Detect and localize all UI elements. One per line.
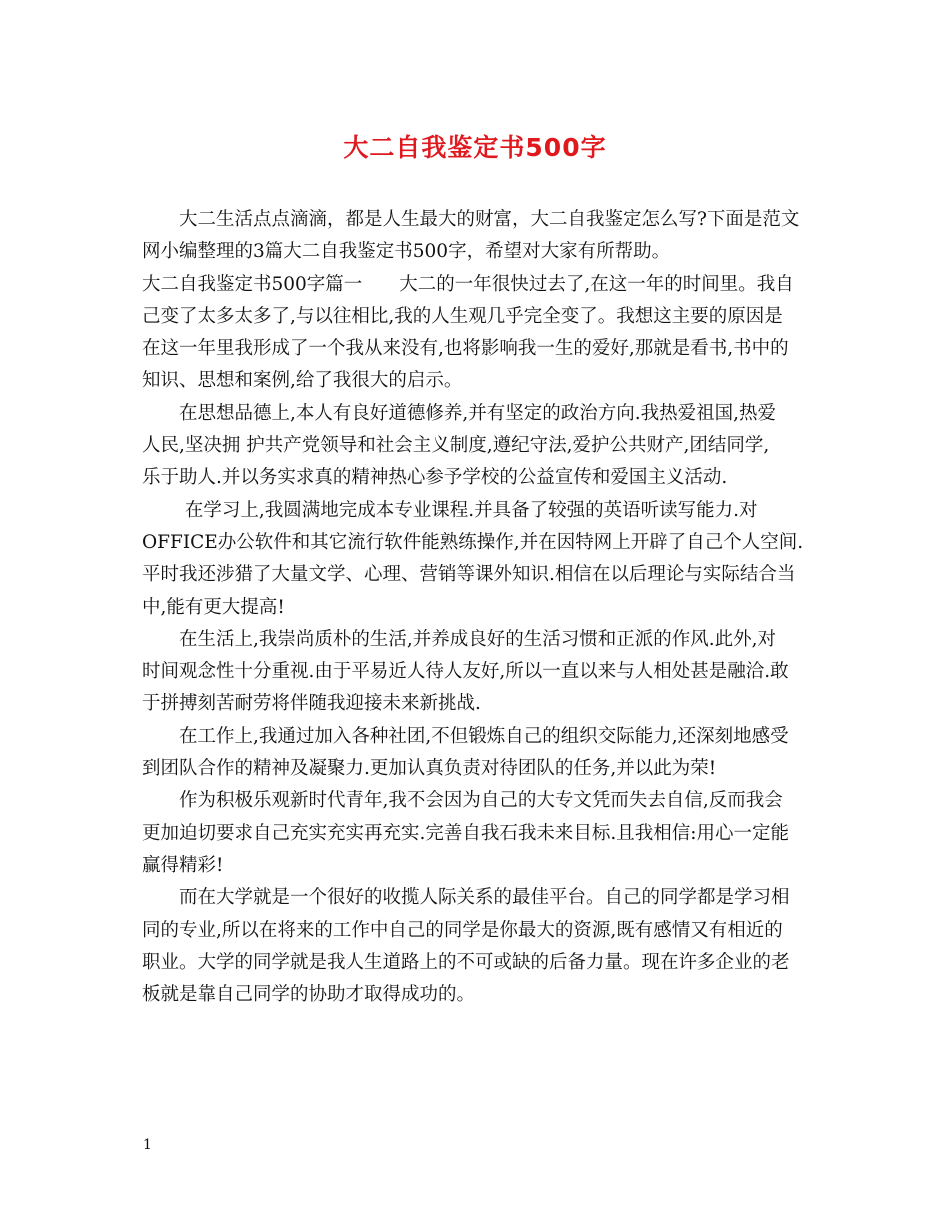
text-line xyxy=(142,721,812,753)
text-line xyxy=(142,979,812,1011)
text-line-content: 赢得精彩! xyxy=(142,854,224,876)
text-line xyxy=(142,947,812,979)
text-line-content: 人民,坚决拥 护共产党领导和社会主义制度,遵纪守法,爱护公共财产,团结同学, xyxy=(142,435,770,457)
text-line-content: 更加迫切要求自己充实充实再充实.完善自我石我未来目标.且我相信:用心一定能 xyxy=(142,822,789,844)
text-line-content: 在工作上,我通过加入各种社团,不但锻炼自己的组织交际能力,还深刻地感受 xyxy=(179,725,789,747)
text-line-content: 于拼搏刻苦耐劳将伴随我迎接未来新挑战. xyxy=(142,693,481,715)
text-line xyxy=(142,688,812,720)
text-line xyxy=(142,850,812,882)
text-line-content: 在学习上,我圆满地完成本专业课程.并具备了较强的英语听读写能力.对 xyxy=(179,499,758,521)
text-line-content: 时间观念性十分重视.由于平易近人待人友好,所以一直以来与人相处甚是融洽.敢 xyxy=(142,661,789,683)
text-line xyxy=(142,495,812,527)
text-line xyxy=(142,818,812,850)
text-line xyxy=(142,365,812,397)
text-line-content: 知识、思想和案例,给了我很大的启示。 xyxy=(142,370,463,392)
text-line xyxy=(142,398,812,430)
text-line xyxy=(142,269,812,301)
text-line xyxy=(142,624,812,656)
text-line-content: 而在大学就是一个很好的收揽人际关系的最佳平台。自己的同学都是学习相 xyxy=(179,887,790,909)
document-title: 大二自我鉴定书500字 xyxy=(343,133,607,162)
text-line xyxy=(142,559,812,591)
text-line-content: 大二生活点点滴滴，都是人生最大的财富，大二自我鉴定怎么写?下面是范文 xyxy=(179,209,800,230)
text-line xyxy=(142,462,812,494)
text-line-content: 中,能有更大提高! xyxy=(142,596,285,618)
text-line xyxy=(142,527,812,559)
text-line-content: 同的专业,所以在将来的工作中自己的同学是你最大的资源,既有感情又有相近的 xyxy=(142,919,783,941)
text-line xyxy=(142,753,812,785)
text-line xyxy=(142,592,812,624)
text-line xyxy=(142,236,812,268)
text-line-content: 作为积极乐观新时代青年,我不会因为自己的大专文凭而失去自信,反而我会 xyxy=(179,790,783,812)
text-line-content: 板就是靠自己同学的协助才取得成功的。 xyxy=(142,984,476,1006)
text-line-content: 在这一年里我形成了一个我从来没有,也将影响我一生的爱好,那就是看书,书中的 xyxy=(142,338,789,360)
text-line-content: 平时我还涉猎了大量文学、心理、营销等课外知识.相信在以后理论与实际结合当 xyxy=(142,564,796,586)
text-line-content: OFFICE办公软件和其它流行软件能熟练操作,并在因特网上开辟了自己个人空间. xyxy=(142,531,804,553)
text-line xyxy=(142,430,812,462)
text-line xyxy=(142,301,812,333)
text-line-content: 大二自我鉴定书500字篇一 大二的一年很快过去了,在这一年的时间里。我自 xyxy=(142,273,794,295)
text-line-content: 网小编整理的3篇大二自我鉴定书500字，希望对大家有所帮助。 xyxy=(142,241,671,263)
text-line-content: 在思想品德上,本人有良好道德修养,并有坚定的政治方向.我热爱祖国,热爱 xyxy=(179,402,777,424)
text-line xyxy=(142,785,812,817)
page-number: 1 xyxy=(143,1137,152,1153)
text-line xyxy=(142,882,812,914)
text-line xyxy=(142,204,812,236)
text-line-content: 到团队合作的精神及凝聚力.更加认真负责对待团队的任务,并以此为荣! xyxy=(142,758,717,780)
text-line xyxy=(142,915,812,947)
text-line-content: 己变了太多太多了,与以往相比,我的人生观几乎完全变了。我想这主要的原因是 xyxy=(142,305,783,327)
text-line-content: 在生活上,我崇尚质朴的生活,并养成良好的生活习惯和正派的作风.此外,对 xyxy=(179,628,777,650)
document-body xyxy=(142,204,812,1011)
text-line xyxy=(142,656,812,688)
text-line-content: 职业。大学的同学就是我人生道路上的不可或缺的后备力量。现在许多企业的老 xyxy=(142,951,790,973)
text-line-content: 乐于助人.并以务实求真的精神热心参予学校的公益宣传和爱国主义活动. xyxy=(142,467,728,489)
text-line xyxy=(142,333,812,365)
